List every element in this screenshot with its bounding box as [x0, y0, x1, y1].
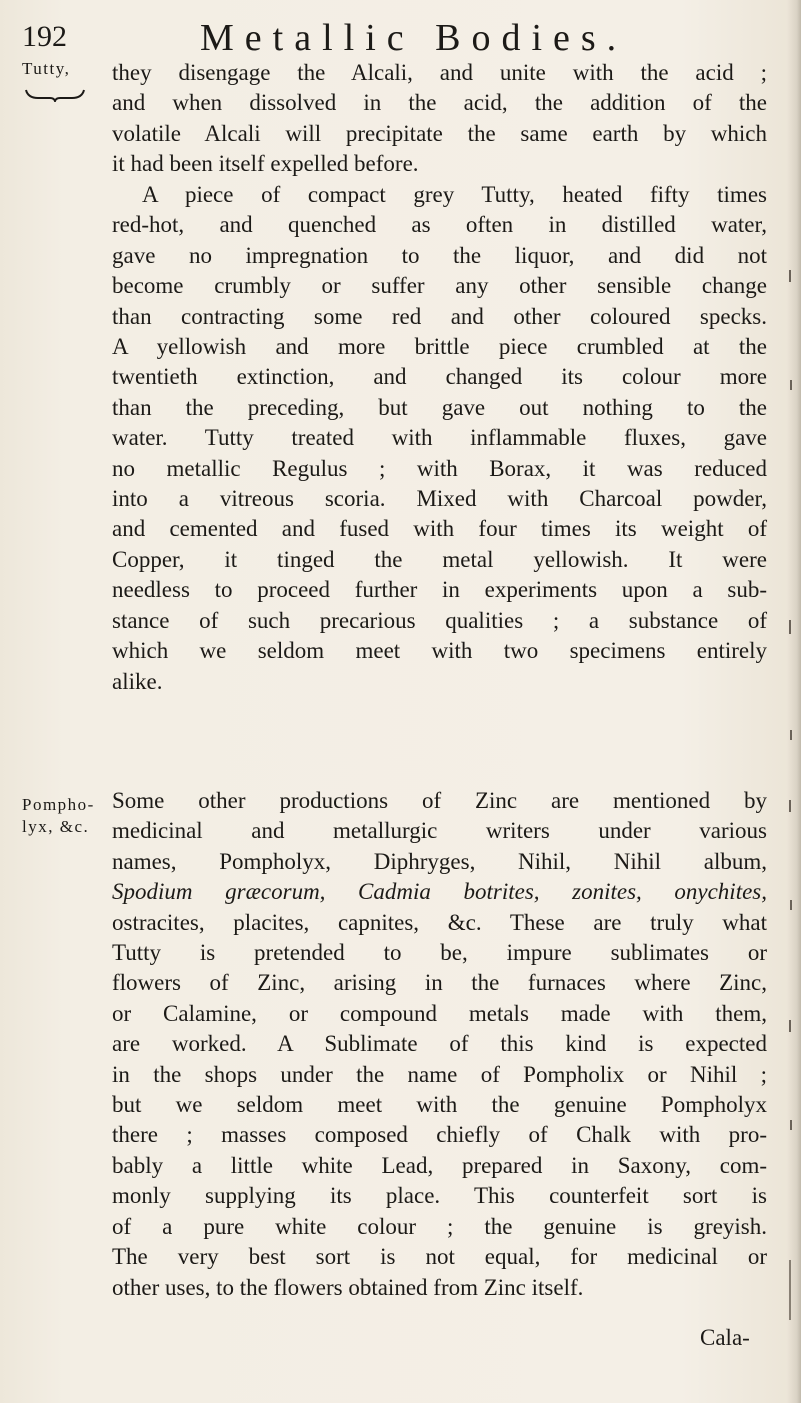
- text-line: but we seldom meet with the genuine Pompholyx: [112, 1092, 767, 1118]
- text-line: red-hot, and quenched as often in distilled water,: [112, 212, 767, 238]
- text-line: Spodium græcorum, Cadmia botrites, zonites, onychites,: [112, 879, 767, 905]
- text-line: which we seldom meet with two specimens entirely: [112, 638, 767, 664]
- text-line: there ; masses composed chiefly of Chalk with pro-: [112, 1122, 767, 1148]
- text-line: The very best sort is not equal, for medicinal or: [112, 1244, 767, 1270]
- text-line: or Calamine, or compound metals made with them,: [112, 1000, 767, 1026]
- text-line: water. Tutty treated with inflammable fluxes, gave: [112, 425, 767, 451]
- text-line: no metallic Regulus ; with Borax, it was reduced: [112, 455, 767, 481]
- text-line: monly supplying its place. This counterfeit sort is: [112, 1183, 767, 1209]
- text-line: and when dissolved in the acid, the addition of the: [112, 90, 767, 116]
- text-line: of a pure white colour ; the genuine is greyish.: [112, 1213, 767, 1239]
- brace-icon: [24, 88, 86, 102]
- text-line: Copper, it tinged the metal yellowish. It were: [112, 546, 767, 572]
- text-line: gave no impregnation to the liquor, and did not: [112, 242, 767, 268]
- text-line: needless to proceed further in experiments upon a sub-: [112, 577, 767, 603]
- text-line: flowers of Zinc, arising in the furnaces where Zinc,: [112, 970, 767, 996]
- paragraph-2: [112, 180, 767, 697]
- catchword: Cala-: [700, 1325, 750, 1350]
- text-line: A yellowish and more brittle piece crumbled at the: [112, 334, 767, 360]
- text-line: it had been itself expelled before.: [112, 151, 419, 177]
- text-line: volatile Alcali will precipitate the same earth by which: [112, 120, 767, 146]
- page-edge-shadow: [787, 0, 801, 1403]
- text-line: are worked. A Sublimate of this kind is expected: [112, 1031, 767, 1057]
- text-line: ostracites, placites, capnites, &c. These are truly what: [112, 909, 767, 935]
- margin-note-tutty: Tutty,: [22, 59, 71, 78]
- margin-note-line: Pompho-: [22, 795, 95, 814]
- paragraph-3: [112, 786, 767, 1303]
- text-line: become crumbly or suffer any other sensible change: [112, 273, 767, 299]
- margin-note-pompholyx: [22, 794, 95, 838]
- text-line: Tutty is pretended to be, impure sublimates or: [112, 940, 767, 966]
- text-line: in the shops under the name of Pompholix or Nihil ;: [112, 1061, 767, 1087]
- paragraph-1: [112, 58, 767, 180]
- text-line: than the preceding, but gave out nothing to the: [112, 394, 767, 420]
- text-line: they disengage the Alcali, and unite with the acid ;: [112, 60, 767, 85]
- text-line: medicinal and metallurgic writers under various: [112, 818, 767, 844]
- text-line: stance of such precarious qualities ; a substance of: [112, 607, 767, 633]
- running-title: Metallic Bodies.: [200, 17, 628, 59]
- text-line: names, Pompholyx, Diphryges, Nihil, Nihil album,: [112, 848, 767, 874]
- text-line: alike.: [112, 668, 163, 694]
- text-line: Some other productions of Zinc are mentioned by: [112, 788, 767, 813]
- text-line: and cemented and fused with four times its weight of: [112, 516, 767, 542]
- text-line: bably a little white Lead, prepared in Saxony, com-: [112, 1152, 767, 1178]
- text-line: A piece of compact grey Tutty, heated fifty times: [142, 182, 767, 207]
- text-line: twentieth extinction, and changed its colour more: [112, 364, 767, 390]
- margin-note-line: lyx, &c.: [22, 817, 90, 836]
- text-line: other uses, to the flowers obtained from Zinc itself.: [112, 1274, 584, 1300]
- text-line: than contracting some red and other coloured specks.: [112, 303, 767, 329]
- page-number: 192: [22, 20, 67, 53]
- text-line: into a vitreous scoria. Mixed with Charcoal powder,: [112, 486, 767, 512]
